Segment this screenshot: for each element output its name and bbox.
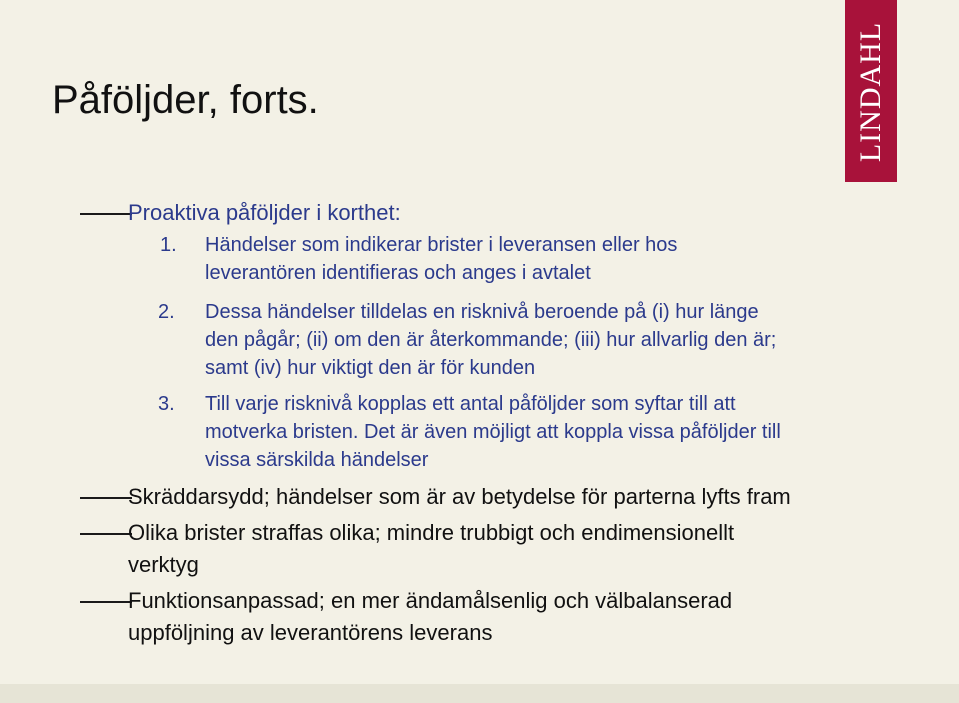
slide-title: Påföljder, forts. (52, 78, 319, 122)
bullet-dash (80, 601, 132, 603)
item-number: 2. (158, 301, 175, 323)
item-3-line-2: motverka bristen. Det är även möjligt att koppla vissa påföljder till (205, 421, 781, 443)
logo-text: LINDAHL (854, 21, 887, 163)
bullet-dash (80, 533, 132, 535)
item-3-line-3: vissa särskilda händelser (205, 449, 429, 471)
item-2-line-1: Dessa händelser tilldelas en risknivå beroende på (i) hur länge (205, 301, 759, 323)
item-1-line-1: Händelser som indikerar brister i leveransen eller hos (205, 234, 678, 256)
item-2-line-3: samt (iv) hur viktigt den är för kunden (205, 357, 536, 379)
item-number: 1. (160, 234, 177, 256)
footer-bar (0, 684, 959, 703)
bullet-3-line-2: uppföljning av leverantörens leverans (128, 620, 493, 645)
bullet-2-line-1: Olika brister straffas olika; mindre trubbigt och endimensionellt (128, 520, 735, 545)
item-number: 3. (158, 393, 175, 415)
intro-text: Proaktiva påföljder i korthet: (128, 200, 401, 225)
bullet-1-line-1: Skräddarsydd; händelser som är av betydelse för parterna lyfts fram (128, 484, 791, 509)
item-1-line-2: leverantören identifieras och anges i avtalet (205, 262, 591, 284)
lindahl-logo (845, 0, 897, 182)
bullet-dash (80, 213, 132, 215)
bullet-3-line-1: Funktionsanpassad; en mer ändamålsenlig och välbalanserad (128, 588, 733, 613)
item-2-line-2: den pågår; (ii) om den är återkommande; (iii) hur allvarlig den är; (205, 329, 777, 351)
bullet-2-line-2: verktyg (128, 552, 199, 577)
bullet-dash (80, 497, 132, 499)
item-3-line-1: Till varje risknivå kopplas ett antal påföljder som syftar till att (205, 393, 736, 415)
